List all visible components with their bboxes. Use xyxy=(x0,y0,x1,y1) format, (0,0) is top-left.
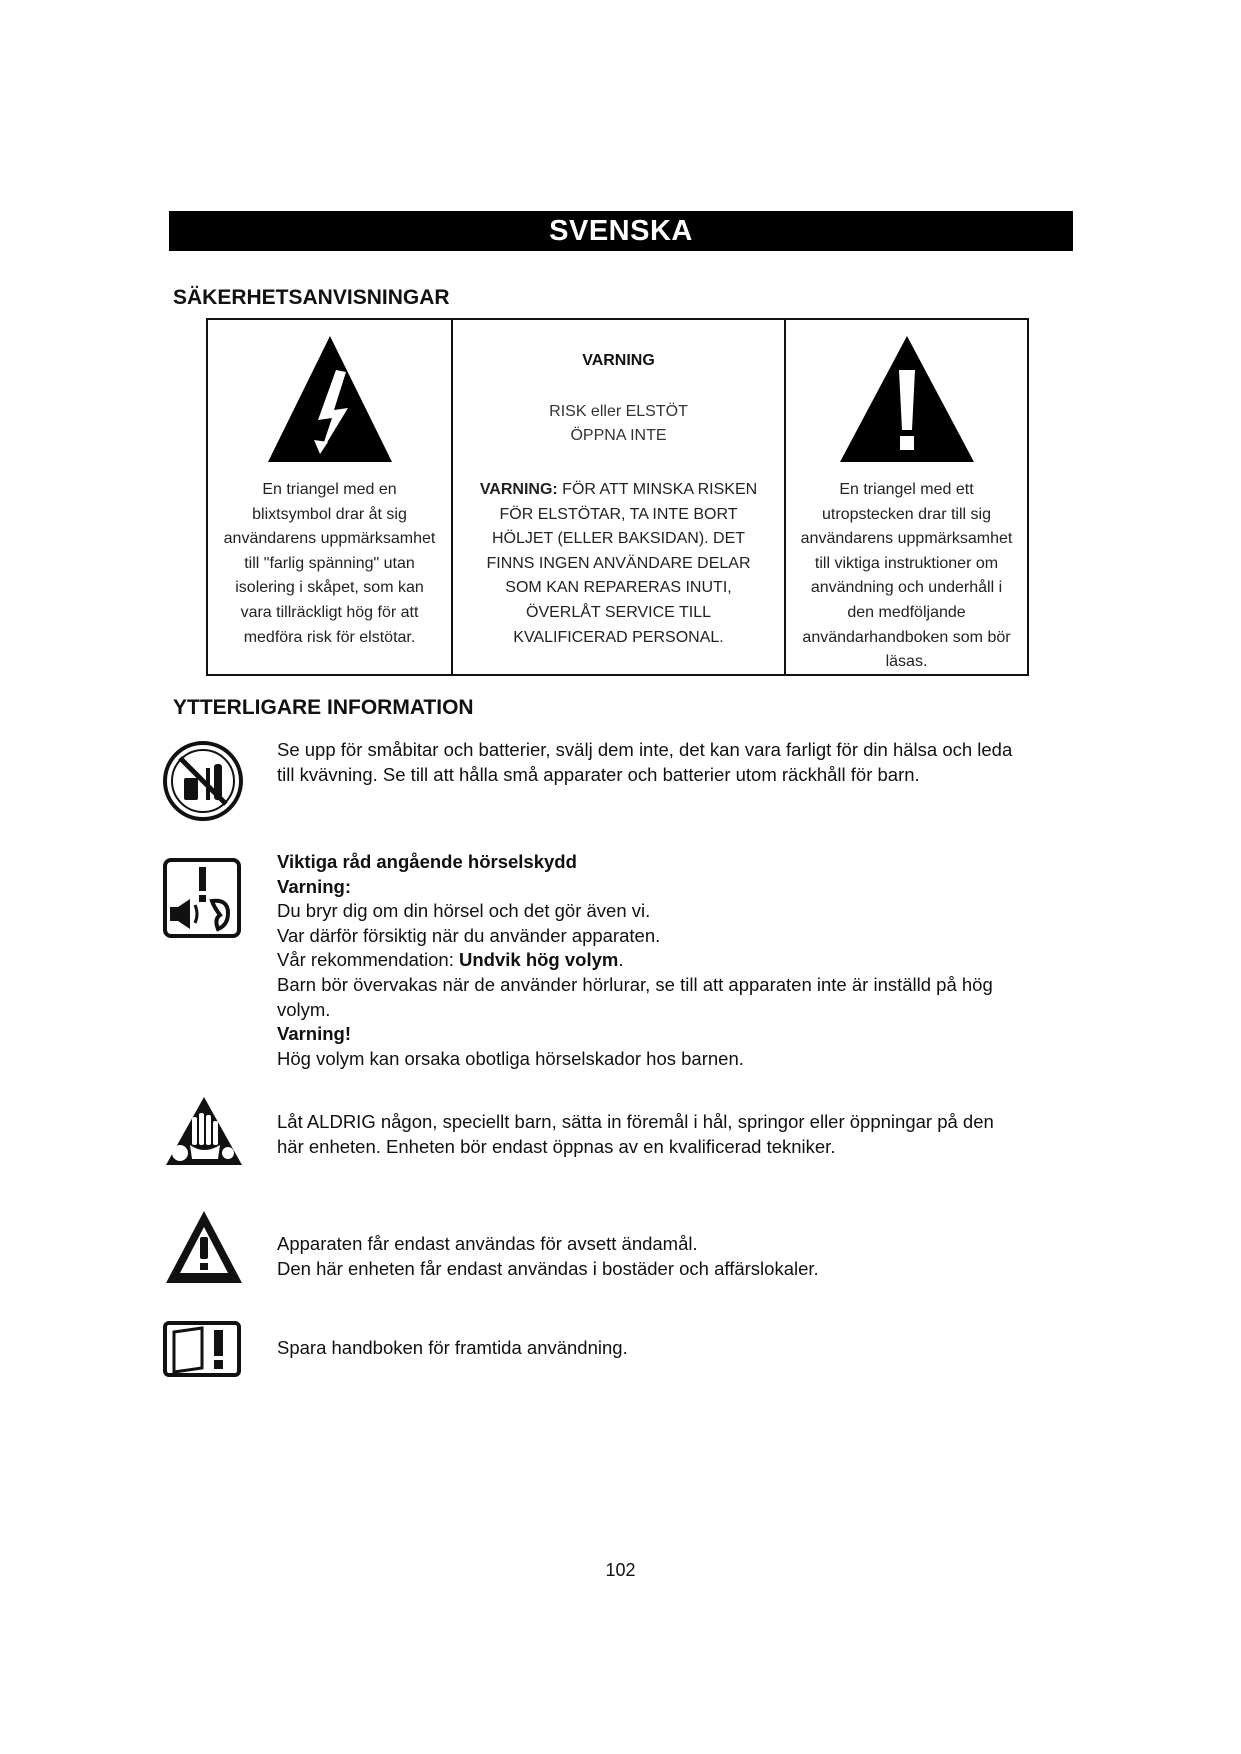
language-banner: SVENSKA xyxy=(169,211,1073,251)
warning-cell xyxy=(453,320,786,674)
save-manual-text: Spara handboken för framtida användning. xyxy=(277,1337,628,1358)
warning-title: VARNING xyxy=(582,352,655,369)
lightning-triangle-icon xyxy=(260,328,400,468)
no-small-parts-icon xyxy=(162,740,244,822)
warning-subtitle: RISK eller ELSTÖT ÖPPNA INTE xyxy=(549,403,688,444)
exclamation-triangle-icon xyxy=(832,328,982,468)
insert-objects-text: Låt ALDRIG någon, speciellt barn, sätta in föremål i hål, springor eller öppningar på den här enheten. Enheten bör endast öppnas av en kvalificerad tekniker. xyxy=(277,1111,994,1157)
warning-triangle-icon xyxy=(162,1207,246,1287)
safety-heading: SÄKERHETSANVISNINGAR xyxy=(173,286,450,309)
exclamation-cell xyxy=(786,320,1027,674)
small-parts-text: Se upp för småbitar och batterier, svälj dem inte, det kan vara farligt för din hälsa och leda till kvävning. Se till att hålla små apparater och batterier utom räckhåll för barn. xyxy=(277,739,1013,785)
hearing-protection-icon xyxy=(162,857,242,939)
warning-description: VARNING: FÖR ATT MINSKA RISKEN FÖR ELSTÖTAR, TA INTE BORT HÖLJET (ELLER BAKSIDAN). DET FINNS INGEN ANVÄNDARE DELAR SOM KAN REPARERAS INUTI, ÖVERLÅT SERVICE TILL KVALIFICERAD PERSONAL. xyxy=(479,481,758,646)
safety-warning-table xyxy=(206,318,1029,676)
more-info-heading: YTTERLIGARE INFORMATION xyxy=(173,696,474,719)
lightning-cell xyxy=(208,320,453,674)
intended-use-text: Apparaten får endast användas för avsett ändamål. Den här enheten får endast användas i bostäder och affärslokaler. xyxy=(277,1233,819,1279)
do-not-insert-objects-icon xyxy=(162,1093,246,1169)
manual-book-icon xyxy=(162,1320,242,1378)
page-number: 102 xyxy=(605,1560,636,1580)
exclamation-description: En triangel med ett utropstecken drar till sig användarens uppmärksamhet till viktiga instruktioner om användning och underhåll i den medföljande användarhandboken som bör läsas. xyxy=(800,481,1013,671)
lightning-description: En triangel med en blixtsymbol drar åt sig användarens uppmärksamhet till "farlig spänning" utan isolering i skåpet, som kan vara tillräckligt hög för att medföra risk för elstötar. xyxy=(223,481,436,646)
hearing-text: Viktiga råd angående hörselskydd Varning: Du bryr dig om din hörsel och det gör även vi. Var därför försiktig när du använder apparaten. Vår rekommendation: Undvik hög volym. Barn bör övervakas när de använder hörlurar, se till att apparaten inte är inställd på hög volym. Varning! Hög volym kan orsaka obotliga hörselskador hos barnen. xyxy=(277,851,993,1069)
